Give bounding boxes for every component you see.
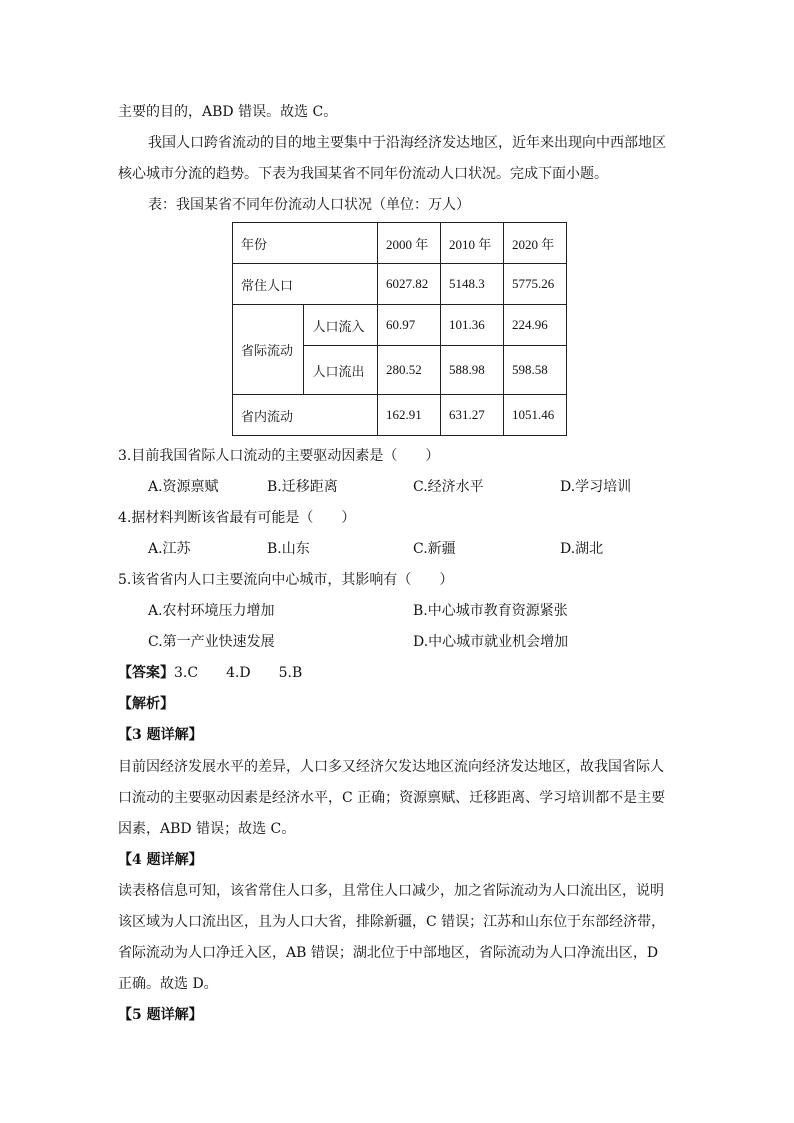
row-label: 省内流动 — [233, 395, 378, 436]
option-b: B.迁移距离 — [267, 479, 338, 495]
section-title: 【3 题详解】 — [118, 727, 203, 743]
question-stem: 4.据材料判断该省最有可能是（ ） — [118, 510, 356, 526]
answer-text: 3.C 4.D 5.B — [174, 665, 303, 681]
header-cell: 年份 — [233, 223, 378, 264]
table-cell: 5775.26 — [504, 264, 567, 305]
option-c: C.新疆 — [413, 541, 456, 557]
option-b: B.中心城市教育资源紧张 — [413, 603, 568, 619]
table-cell: 1051.46 — [504, 395, 567, 436]
row-label: 人口流入 — [304, 305, 378, 346]
question-stem: 5.该省省内人口主要流向中心城市，其影响有（ ） — [118, 572, 454, 588]
answer-line — [118, 663, 302, 683]
table-cell: 60.97 — [378, 305, 441, 346]
option-b: B.山东 — [267, 541, 310, 557]
table-cell: 588.98 — [441, 346, 504, 395]
explanation-line: 因素，ABD 错误；故选 C。 — [118, 821, 296, 837]
table-row — [233, 395, 567, 436]
option-d: D.学习培训 — [560, 479, 632, 495]
table-cell: 598.58 — [504, 346, 567, 395]
intro-line: 主要的目的，ABD 错误。故选 C。 — [118, 104, 338, 120]
analysis-label: 【解析】 — [118, 696, 174, 712]
material-paragraph-line: 我国人口跨省流动的目的地主要集中于沿海经济发达地区，近年来出现向中西部地区 — [148, 135, 666, 151]
option-c: C.经济水平 — [413, 479, 484, 495]
header-cell: 2020 年 — [504, 223, 567, 264]
section-title: 【5 题详解】 — [118, 1007, 203, 1023]
header-cell: 2000 年 — [378, 223, 441, 264]
table-cell: 6027.82 — [378, 264, 441, 305]
row-group-label: 省际流动 — [233, 305, 304, 395]
explanation-line: 读表格信息可知，该省常住人口多，且常住人口减少，加之省际流动为人口流出区，说明 — [118, 883, 664, 899]
explanation-line: 省际流动为人口净迁入区，AB 错误；湖北位于中部地区，省际流动为人口净流出区，D — [118, 945, 659, 961]
explanation-line: 正确。故选 D。 — [118, 976, 218, 992]
option-c: C.第一产业快速发展 — [148, 634, 275, 650]
option-a: A.农村环境压力增加 — [148, 603, 275, 619]
row-label: 常住人口 — [233, 264, 378, 305]
header-cell: 2010 年 — [441, 223, 504, 264]
table-caption: 表：我国某省不同年份流动人口状况（单位：万人） — [148, 197, 470, 213]
question-stem: 3.目前我国省际人口流动的主要驱动因素是（ ） — [118, 448, 440, 464]
row-label: 人口流出 — [304, 346, 378, 395]
option-a: A.资源禀赋 — [148, 479, 219, 495]
table-cell: 101.36 — [441, 305, 504, 346]
table-cell: 5148.3 — [441, 264, 504, 305]
material-paragraph-line: 核心城市分流的趋势。下表为我国某省不同年份流动人口状况。完成下面小题。 — [118, 166, 608, 182]
table-cell: 162.91 — [378, 395, 441, 436]
table-cell: 631.27 — [441, 395, 504, 436]
table-row — [233, 264, 567, 305]
table-row — [233, 305, 567, 346]
option-d: D.中心城市就业机会增加 — [413, 634, 569, 650]
table-cell: 224.96 — [504, 305, 567, 346]
table-header-row — [233, 223, 567, 264]
explanation-line: 该区域为人口流出区，且为人口大省，排除新疆，C 错误；江苏和山东位于东部经济带， — [118, 914, 666, 930]
explanation-line: 口流动的主要驱动因素是经济水平，C 正确；资源禀赋、迁移距离、学习培训都不是主要 — [118, 790, 666, 806]
answer-label: 【答案】 — [118, 665, 174, 681]
population-flow-table — [232, 222, 567, 436]
option-d: D.湖北 — [560, 541, 604, 557]
section-title: 【4 题详解】 — [118, 852, 203, 868]
option-a: A.江苏 — [148, 541, 191, 557]
explanation-line: 目前因经济发展水平的差异，人口多又经济欠发达地区流向经济发达地区，故我国省际人 — [118, 759, 664, 775]
table-cell: 280.52 — [378, 346, 441, 395]
